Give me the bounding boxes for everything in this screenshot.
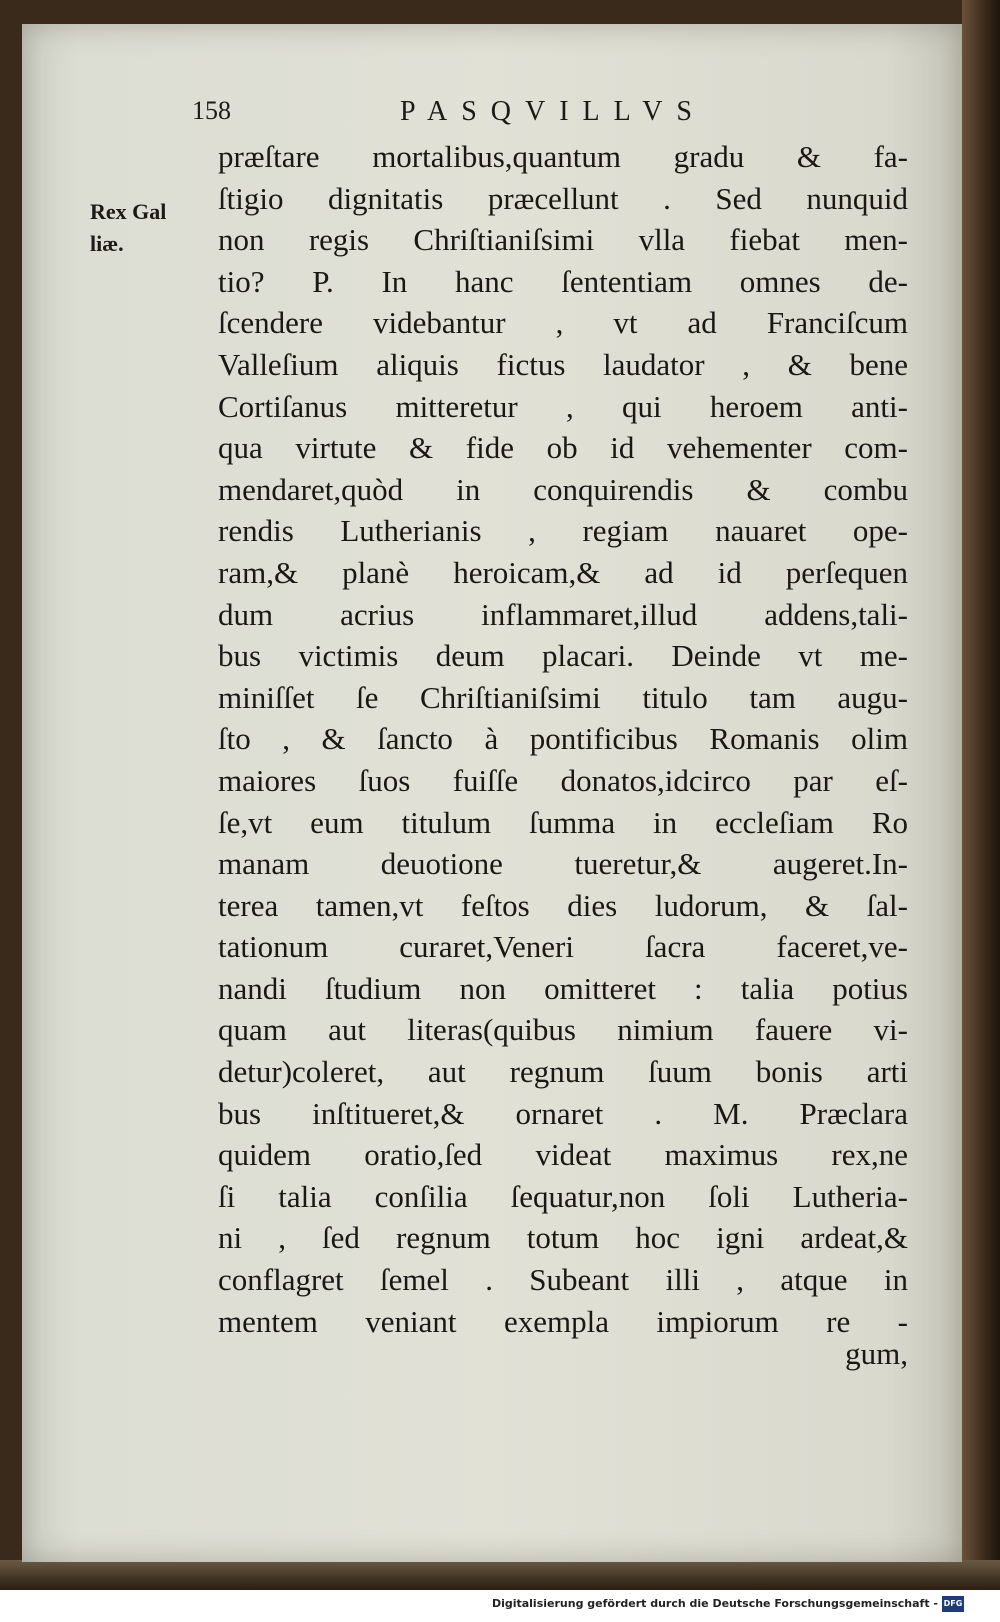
book-edge-bottom xyxy=(0,1560,1000,1590)
text-line: mentem veniant exempla impiorum re - xyxy=(218,1303,908,1339)
running-head xyxy=(0,96,1000,136)
text-line: tio? P. In hanc ſententiam omnes de- xyxy=(218,263,908,299)
text-line: miniſſet ſe Chriſtianiſsimi titulo tam augu- xyxy=(218,679,908,715)
marginal-note-line-2: liæ. xyxy=(90,231,124,256)
footer-bar xyxy=(0,1592,1000,1622)
text-line: terea tamen,vt feſtos dies ludorum, & ſal- xyxy=(218,887,908,923)
text-line: ſto , & ſancto à pontificibus Romanis olim xyxy=(218,721,908,757)
text-line: conflagret ſemel . Subeant illi , atque in xyxy=(218,1262,908,1298)
body-text xyxy=(218,136,908,1342)
text-line: ſcendere videbantur , vt ad Franciſcum xyxy=(218,305,908,341)
dfg-logo: DFG xyxy=(942,1596,964,1612)
text-line: non regis Chriſtianiſsimi vlla fiebat men- xyxy=(218,222,908,258)
text-line: bus victimis deum placari. Deinde vt me- xyxy=(218,638,908,674)
text-line: mendaret,quòd in conquirendis & combu xyxy=(218,471,908,507)
catchword: gum, xyxy=(845,1336,908,1371)
text-line: Valleſium aliquis fictus laudator , & bene xyxy=(218,346,908,382)
text-line: manam deuotione tueretur,& augeret.In- xyxy=(218,846,908,882)
text-line: ſtigio dignitatis præcellunt . Sed nunquid xyxy=(218,180,908,216)
text-line: dum acrius inflammaret,illud addens,tali- xyxy=(218,596,908,632)
page-number: 158 xyxy=(192,96,231,125)
book-edge-right xyxy=(962,0,1000,1590)
marginal-note-line-1: Rex Gal xyxy=(90,199,167,224)
text-line: qua virtute & fide ob id vehementer com- xyxy=(218,430,908,466)
text-line: nandi ſtudium non omitteret : talia potius xyxy=(218,970,908,1006)
running-title: PASQVILLVS xyxy=(400,96,706,127)
text-line: ſe,vt eum titulum ſumma in eccleſiam Ro xyxy=(218,804,908,840)
text-line: ſi talia conſilia ſequatur,non ſoli Lutheria- xyxy=(218,1178,908,1214)
text-line: quidem oratio,ſed videat maximus rex,ne xyxy=(218,1137,908,1173)
text-line: ni , ſed regnum totum hoc igni ardeat,& xyxy=(218,1220,908,1256)
text-line: quam aut literas(quibus nimium fauere vi- xyxy=(218,1012,908,1048)
funding-credit: Digitalisierung gefördert durch die Deutsche Forschungsgemeinschaft - xyxy=(491,1597,938,1610)
text-line: præſtare mortalibus,quantum gradu & fa- xyxy=(218,139,908,174)
text-line: Cortiſanus mitteretur , qui heroem anti- xyxy=(218,388,908,424)
text-line: detur)coleret, aut regnum ſuum bonis arti xyxy=(218,1054,908,1090)
text-line: maiores ſuos fuiſſe donatos,idcirco par eſ- xyxy=(218,762,908,798)
text-line: bus inſtitueret,& ornaret . M. Præclara xyxy=(218,1095,908,1131)
text-line: ram,& planè heroicam,& ad id perſequen xyxy=(218,554,908,590)
text-line: tationum curaret,Veneri ſacra faceret,ve- xyxy=(218,929,908,965)
text-line: rendis Lutherianis , regiam nauaret ope- xyxy=(218,513,908,549)
marginal-note xyxy=(90,196,210,260)
